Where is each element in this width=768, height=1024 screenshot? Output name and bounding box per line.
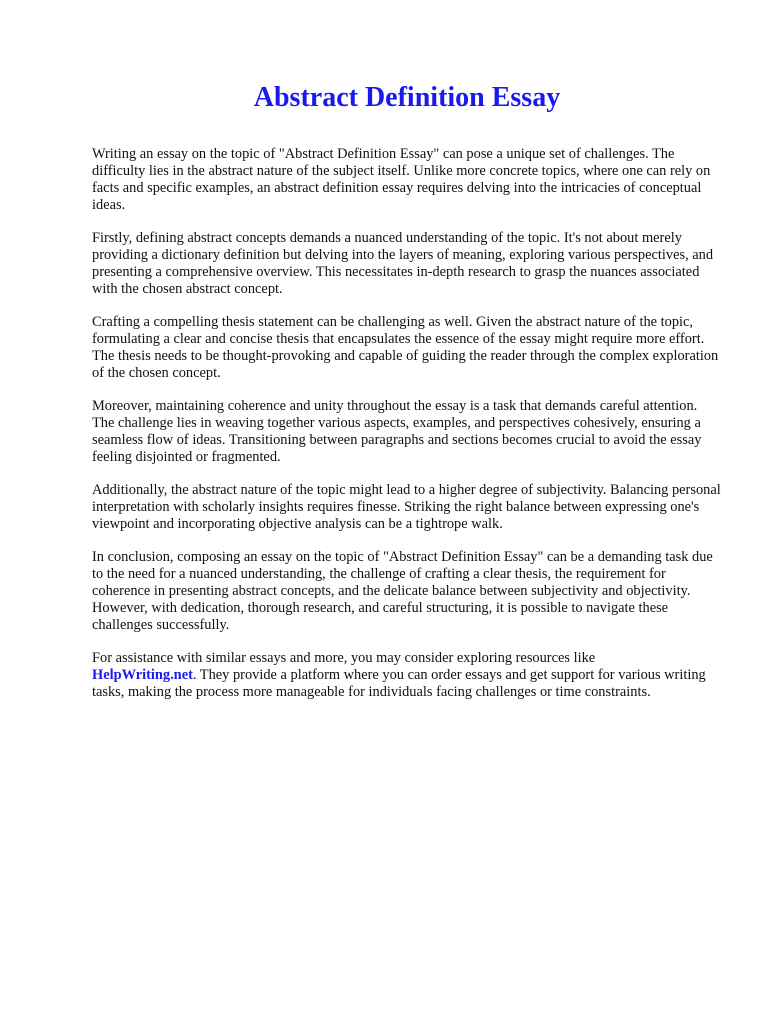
- paragraph-resources: [92, 650, 722, 701]
- page-title: Abstract Definition Essay: [253, 82, 561, 113]
- paragraph-intro: Writing an essay on the topic of "Abstract Definition Essay" can pose a unique set of challenges. The difficulty lies in the abstract nature of the subject itself. Unlike more concrete topics, where one can rely on facts and specific examples, an abstract definition essay requires delving into the intricacies of conceptual ideas.: [92, 146, 711, 213]
- paragraph-conclusion: In conclusion, composing an essay on the topic of "Abstract Definition Essay" can be a demanding task due to the need for a nuanced understanding, the challenge of crafting a clear thesis, the requirement for coherence in presenting abstract concepts, and the delicate balance between subjectivity and objectivity. However, with dedication, thorough research, and careful structuring, it is possible to navigate these challenges successfully.: [92, 549, 713, 633]
- paragraph-defining-concepts: Firstly, defining abstract concepts demands a nuanced understanding of the topic. It's not about merely providing a dictionary definition but delving into the layers of meaning, exploring various perspectives, and presenting a comprehensive overview. This necessitates in-depth research to grasp the nuances associated with the chosen abstract concept.: [92, 230, 714, 297]
- document-page: [92, 80, 722, 717]
- paragraph-coherence: Moreover, maintaining coherence and unity throughout the essay is a task that demands careful attention. The challenge lies in weaving together various aspects, examples, and perspectives cohesively, ensuring a seamless flow of ideas. Transitioning between paragraphs and sections becomes crucial to avoid the essay feeling disjointed or fragmented.: [92, 398, 702, 465]
- helpwriting-link[interactable]: HelpWriting.net: [92, 667, 193, 683]
- resources-intro-text: For assistance with similar essays and more, you may consider exploring resources like: [92, 650, 596, 666]
- paragraph-subjectivity: Additionally, the abstract nature of the topic might lead to a higher degree of subjectivity. Balancing personal interpretation with scholarly insights requires finesse. Striking the right balance between expressing one's viewpoint and incorporating objective analysis can be a tightrope walk.: [92, 482, 721, 532]
- resources-outro-text: . They provide a platform where you can order essays and get support for various writing tasks, making the process more manageable for individuals facing challenges or time constraints.: [92, 667, 706, 700]
- paragraph-thesis: Crafting a compelling thesis statement can be challenging as well. Given the abstract nature of the topic, formulating a clear and concise thesis that encapsulates the essence of the essay might require more effort. The thesis needs to be thought-provoking and capable of guiding the reader through the complex exploration of the chosen concept.: [92, 314, 719, 381]
